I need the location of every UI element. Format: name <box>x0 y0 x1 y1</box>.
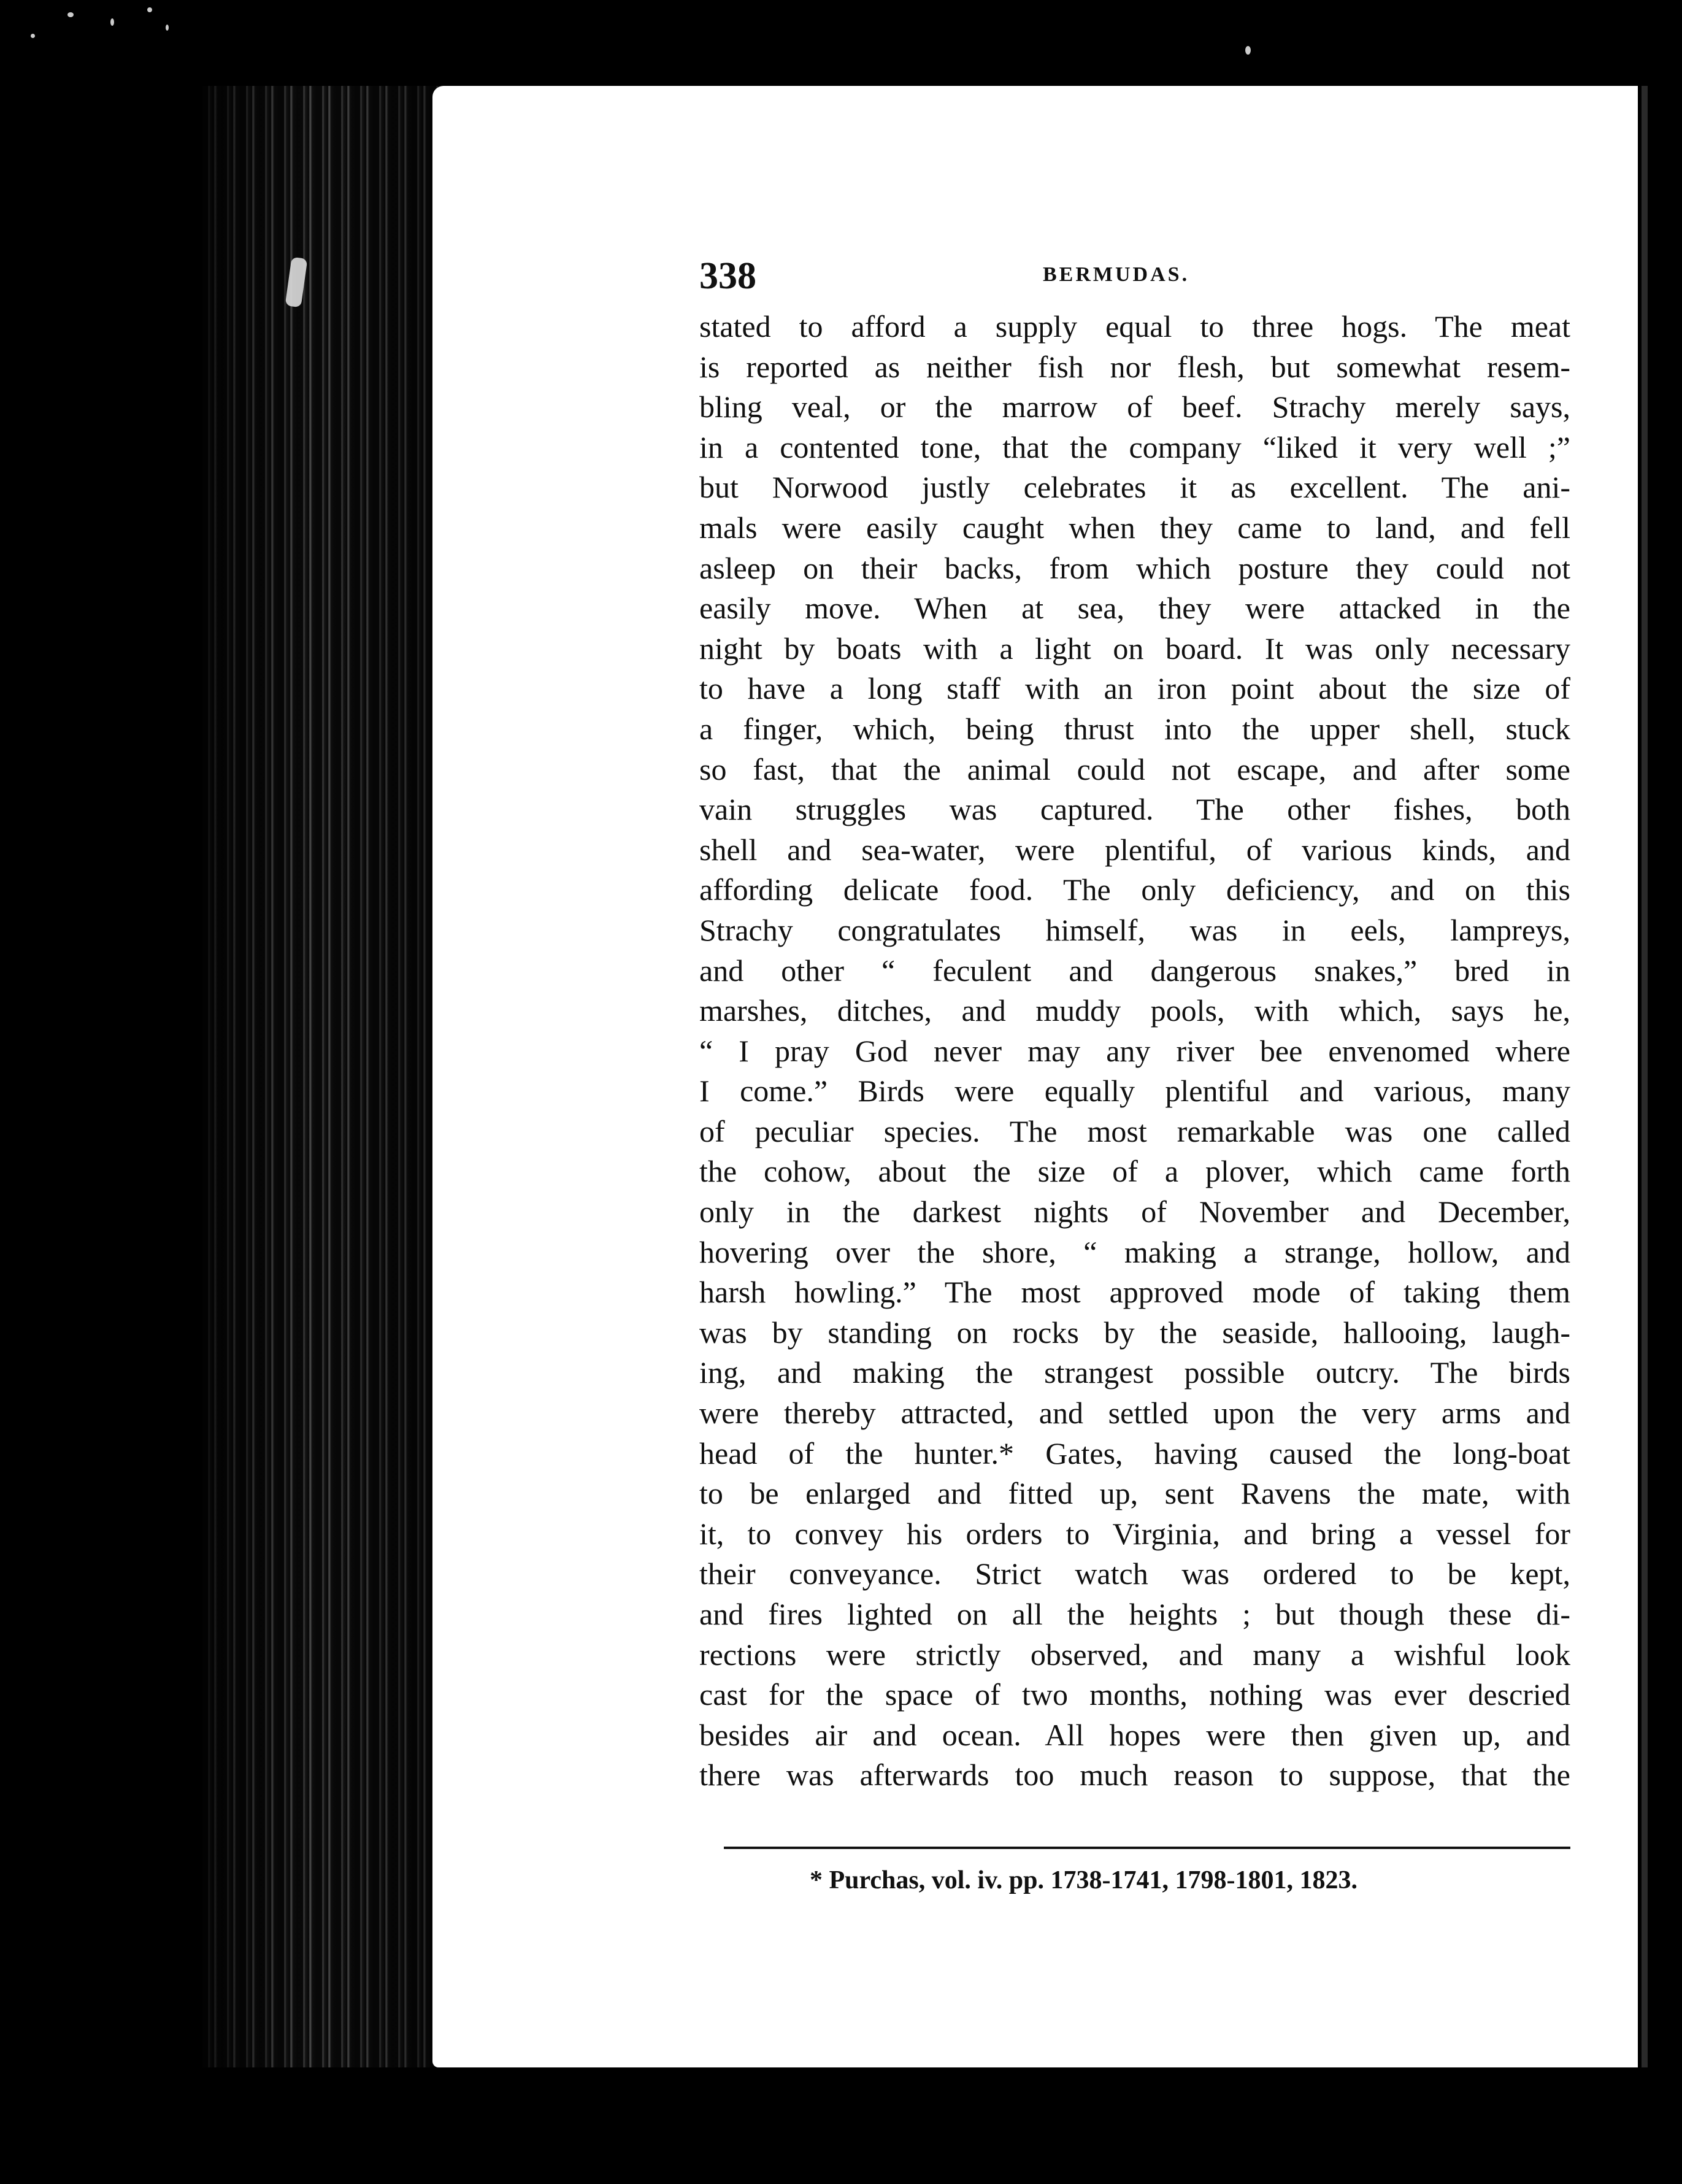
text-line: ing, and making the strangest possible outcry. The birds <box>699 1355 1570 1390</box>
text-line: asleep on their backs, from which posture they could not <box>699 550 1570 585</box>
text-line: so fast, that the animal could not escape, and after some <box>699 752 1570 786</box>
text-line: it, to convey his orders to Virginia, and bring a vessel for <box>699 1516 1570 1551</box>
text-line: bling veal, or the marrow of beef. Strachy merely says, <box>699 390 1570 425</box>
scan-noise <box>0 0 368 49</box>
text-line: night by boats with a light on board. It was only necessary <box>699 631 1570 666</box>
text-line: head of the hunter.* Gates, having caused the long-boat <box>699 1436 1570 1471</box>
page-number: 338 <box>699 255 756 297</box>
text-line: to be enlarged and fitted up, sent Ravens the mate, with <box>699 1476 1570 1511</box>
running-head <box>699 252 1570 301</box>
text-line: to have a long staff with an iron point about the size of <box>699 671 1570 706</box>
body-text <box>699 307 1570 1796</box>
text-line: besides air and ocean. All hopes were then given up, and <box>699 1717 1570 1752</box>
text-line: a finger, which, being thrust into the upper shell, stuck <box>699 711 1570 746</box>
text-line: stated to afford a supply equal to three hogs. The meat <box>699 309 1570 344</box>
text-line: and fires lighted on all the heights ; but though these di- <box>699 1597 1570 1631</box>
text-line: marshes, ditches, and muddy pools, with which, says he, <box>699 993 1570 1028</box>
text-line: rections were strictly observed, and many a wishful look <box>699 1637 1570 1672</box>
text-line: Strachy congratulates himself, was in eels, lampreys, <box>699 912 1570 947</box>
footnote: * Purchas, vol. iv. pp. 1738-1741, 1798-1801, 1823. <box>810 1866 1358 1894</box>
text-line: harsh howling.” The most approved mode of taking them <box>699 1275 1570 1310</box>
text-line: were thereby attracted, and settled upon the very arms and <box>699 1396 1570 1431</box>
text-line: there was afterwards too much reason to suppose, that the <box>699 1758 1570 1793</box>
footnote-divider <box>724 1847 1570 1849</box>
text-line: only in the darkest nights of November and December, <box>699 1194 1570 1229</box>
text-line: I come.” Birds were equally plentiful and various, many <box>699 1074 1570 1109</box>
text-line: affording delicate food. The only deficiency, and on this <box>699 872 1570 907</box>
text-line: was by standing on rocks by the seaside, hallooing, laugh- <box>699 1315 1570 1350</box>
text-line: in a contented tone, that the company “liked it very well ;” <box>699 429 1570 464</box>
right-page-edge <box>1642 86 1648 2067</box>
text-line: their conveyance. Strict watch was ordered to be kept, <box>699 1556 1570 1591</box>
text-line: is reported as neither fish nor flesh, but somewhat resem- <box>699 349 1570 384</box>
text-line: but Norwood justly celebrates it as excellent. The ani- <box>699 470 1570 505</box>
text-line: easily move. When at sea, they were attacked in the <box>699 591 1570 626</box>
text-line: shell and sea-water, were plentiful, of various kinds, and <box>699 832 1570 867</box>
text-line: the cohow, about the size of a plover, which came forth <box>699 1154 1570 1189</box>
text-line: hovering over the shore, “ making a strange, hollow, and <box>699 1234 1570 1269</box>
text-line: vain struggles was captured. The other fishes, both <box>699 792 1570 827</box>
text-line: and other “ feculent and dangerous snakes,” bred in <box>699 953 1570 988</box>
text-line: cast for the space of two months, nothing was ever descried <box>699 1677 1570 1712</box>
text-line: of peculiar species. The most remarkable was one called <box>699 1113 1570 1148</box>
text-line: mals were easily caught when they came to land, and fell <box>699 510 1570 545</box>
text-line: “ I pray God never may any river bee envenomed where <box>699 1033 1570 1068</box>
running-title: BERMUDAS. <box>1043 263 1190 286</box>
book-fore-edge-shadow <box>202 86 448 2067</box>
